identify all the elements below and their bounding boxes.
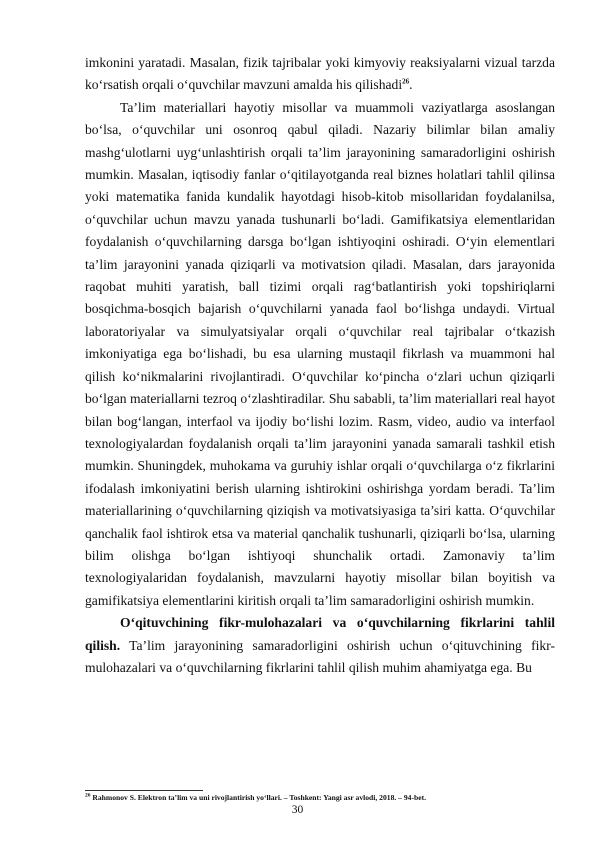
section-heading: O‘qituvchining fikr-mulohazalari va o‘quvchilarning fikrlarini tahlil qilish. bbox=[85, 615, 555, 653]
paragraph-text: Ta’lim materiallari hayotiy misollar va muammoli vaziyatlarga asoslangan bo‘lsa, o‘quvchilar uni osonroq qabul qiladi. Nazariy bilimlar bilan amaliy mashg‘ulotlarni uyg‘unlashtirish orqali ta’lim jarayonining samaradorligini oshirish mumkin. Masalan, iqtisodiy fanlar o‘qitilayotganda real biznes holatlari tahlil qilinsa yoki matematika fanida kundalik hayotdagi hisob-kitob misollaridan foydalanilsa, o‘quvchilar uchun mavzu yanada tushunarli bo‘ladi. Gamifikatsiya elementlaridan foydalanish o‘quvchilarning darsga bo‘lgan ishtiyoqini oshiradi. O‘yin elementlari ta’lim jarayonini yanada qiziqarli va motivatsion qiladi. Masalan, dars jarayonida raqobat muhiti yaratish, ball tizimi orqali rag‘batlantirish yoki topshiriqlarni bosqichma-bosqich bajarish o‘quvchilarni yanada faol bo‘lishga undaydi. Virtual laboratoriyalar va simulyatsiyalar orqali o‘quvchilar real tajribalar o‘tkazish imkoniyatiga ega bo‘lishadi, bu esa ularning mustaqil fikrlash va muammoni hal qilish ko‘nikmalarini rivojlantiradi. O‘quvchilar ko‘pincha o‘zlari uchun qiziqarli bo‘lgan materiallarni tezroq o‘zlashtiradilar. Shu sababli, ta’lim materiallari real hayot bilan bog‘langan, interfaol va ijodiy bo‘lishi lozim. Rasm, video, audio va interfaol texnologiyalardan foydalanish orqali ta’lim jarayonini yanada samarali tashkil etish mumkin. Shuningdek, muhokama va guruhiy ishlar orqali o‘quvchilarga o‘z fikrlarini ifodalash imkoniyatini berish ularning ishtirokini oshirishga yordam beradi. Ta’lim materiallarining o‘quvchilarning qiziqish va motivatsiyasiga ta’siri katta. O‘quvchilar qanchalik faol ishtirok etsa va material qanchalik tushunarli, qiziqarli bo‘lsa, ularning bilim olishga bo‘lgan ishtiyoqi shunchalik ortadi. Zamonaviy ta’lim texnologiyalaridan foydalanish, mavzularni hayotiy misollar bilan boyitish va gamifikatsiya elementlarini kiritish orqali ta’lim samaradorligini oshirish mumkin. bbox=[85, 99, 555, 608]
paragraph-continued bbox=[85, 52, 555, 97]
page-number: 30 bbox=[291, 804, 304, 816]
footnote bbox=[85, 793, 555, 803]
paragraph-end-punctuation: . bbox=[409, 77, 413, 93]
paragraph-text: Ta’lim jarayonining samaradorligini oshirish uchun o‘qituvchining fikr-mulohazalari va o‘quvchilarning fikrlarini tahlil qilish muhim ahamiyatga ega. Bu bbox=[85, 637, 555, 675]
footnote-reference[interactable]: 26 bbox=[402, 77, 410, 86]
paragraph-main bbox=[85, 97, 555, 612]
footnote-text: Rahmonov S. Elektron ta’lim va uni rivojlantirish yo‘llari. – Toshkent: Yangi asr avlodi, 2018. – 94-bet. bbox=[90, 793, 426, 802]
paragraph-text: imkonini yaratadi. Masalan, fizik tajribalar yoki kimyoviy reaksiyalarni vizual tarzda ko‘rsatish orqali o‘quvchilar mavzuni amalda his qilishadi bbox=[85, 55, 555, 93]
paragraph-section bbox=[85, 612, 555, 679]
page-body bbox=[85, 52, 555, 679]
footnote-number: 26 bbox=[85, 792, 91, 799]
footnote-divider bbox=[85, 790, 203, 791]
